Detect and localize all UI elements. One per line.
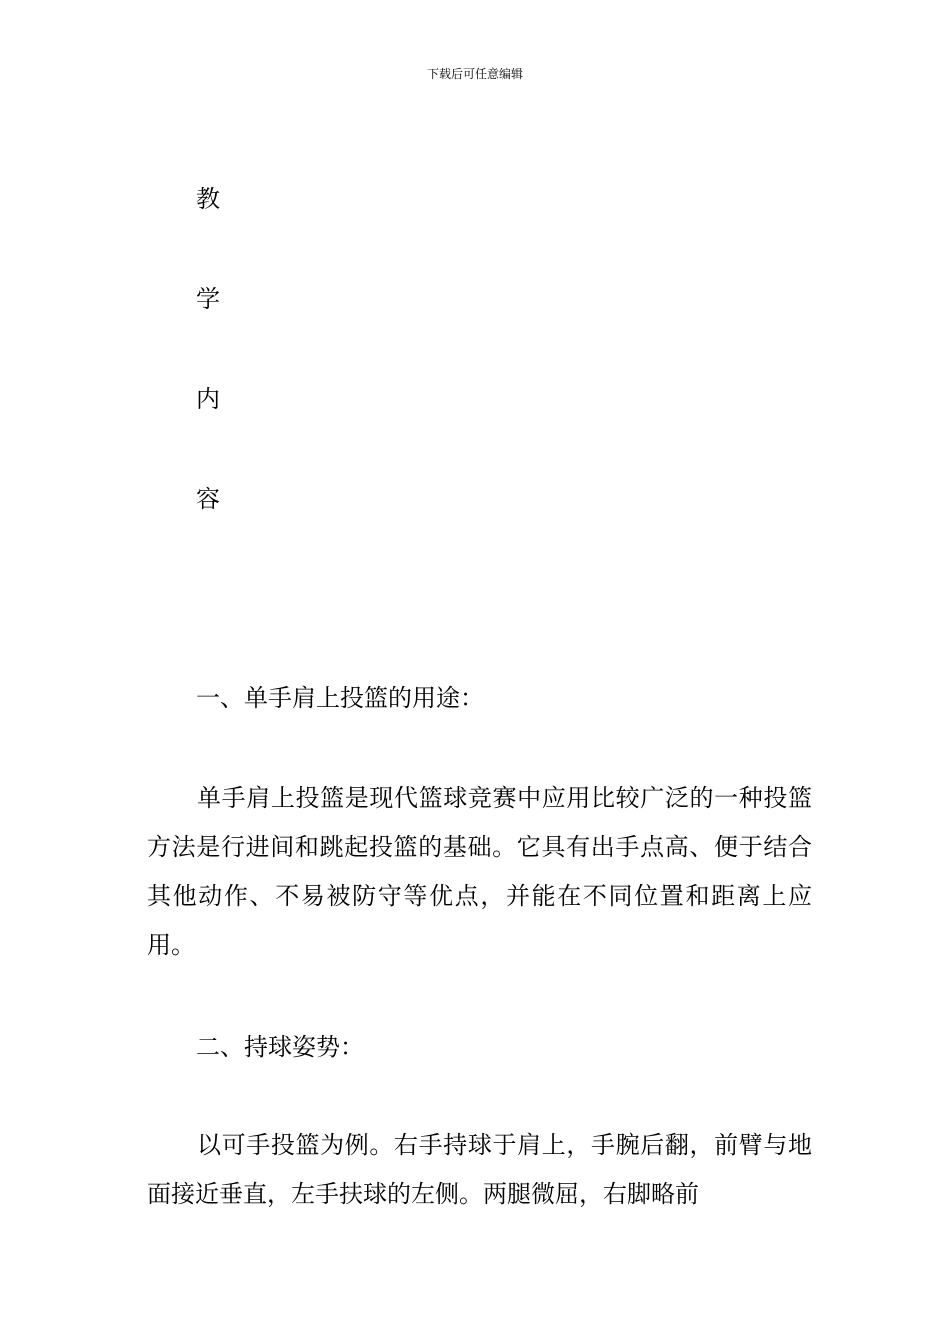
section-paragraph-grip: 以可手投篮为例。右手持球于肩上，手腕后翻，前臂与地面接近垂直，左手扶球的左侧。两腿微屈，右脚略前 <box>147 1131 812 1208</box>
vertical-title-char: 容 <box>196 485 220 513</box>
section-heading-grip: 二、持球姿势： <box>196 1033 364 1061</box>
header-note: 下载后可任意编辑 <box>426 67 523 81</box>
vertical-title-char: 教 <box>196 185 220 213</box>
section-heading-purpose: 一、单手肩上投篮的用途： <box>196 684 484 712</box>
section-paragraph-purpose: 单手肩上投篮是现代篮球竞赛中应用比较广泛的一种投篮方法是行进间和跳起投篮的基础。它具有出手点高、便于结合其他动作、不易被防守等优点，并能在不同位置和距离上应用。 <box>147 784 812 959</box>
vertical-title-char: 学 <box>196 285 220 313</box>
vertical-title-char: 内 <box>196 385 220 413</box>
